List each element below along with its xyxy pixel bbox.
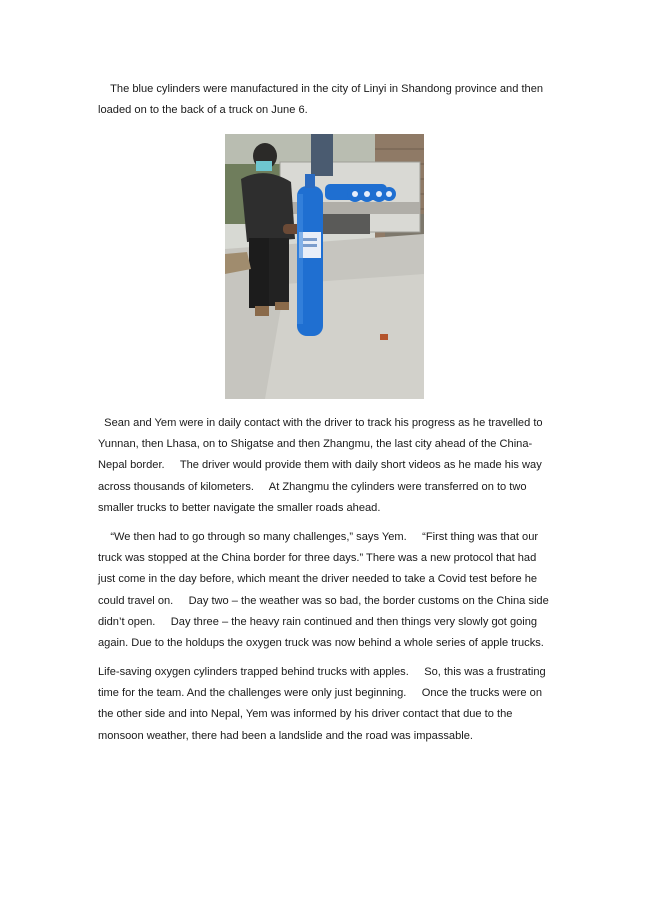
paragraph-2 — [98, 413, 554, 519]
paragraph-4 — [98, 662, 554, 747]
paragraph-line: just come in the day before, which meant the driver needed to take a Covid test before he — [98, 573, 538, 586]
paragraph-line: could travel on. Day two – the weather was so bad, the border customs on the China side — [98, 594, 549, 607]
paragraph-line: the other side and into Nepal, Yem was informed by his driver contact that due to the — [98, 708, 513, 721]
paragraph-line: Life-saving oxygen cylinders trapped behind trucks with apples. So, this was a frustrating — [98, 666, 546, 678]
paragraph-line: time for the team. And the challenges were only just beginning. Once the trucks were on — [98, 687, 542, 700]
paragraph-line: again. Due to the holdups the oxygen truck was now behind a whole series of apple trucks. — [98, 637, 544, 650]
paragraph-line: Yunnan, then Lhasa, on to Shigatse and then Zhangmu, the last city ahead of the China- — [98, 438, 533, 451]
paragraph-3 — [98, 527, 554, 654]
paragraph-1 — [98, 79, 554, 121]
paragraph-line: didn’t open. Day three – the heavy rain continued and then things very slowly got going — [98, 615, 538, 628]
paragraph-line: across thousands of kilometers. At Zhangmu the cylinders were transferred on to two — [98, 480, 527, 493]
oxygen-cylinder-photo — [225, 134, 424, 399]
paragraph-line: monsoon weather, there had been a landslide and the road was impassable. — [98, 729, 473, 742]
paragraph-line: truck was stopped at the China border for three days.” There was a new protocol that had — [98, 552, 537, 565]
paragraph-line: “We then had to go through so many challenges,” says Yem. “First thing was that our — [98, 531, 539, 543]
paragraph-line: Sean and Yem were in daily contact with the driver to track his progress as he travelled to — [98, 417, 543, 429]
paragraph-line: Nepal border. The driver would provide them with daily short videos as he made his way — [98, 459, 542, 472]
paragraph-line: loaded on to the back of a truck on June 6. — [98, 104, 308, 117]
photo-illustration — [225, 134, 424, 399]
paragraph-line: smaller trucks to better navigate the smaller roads ahead. — [98, 501, 381, 514]
paragraph-line: The blue cylinders were manufactured in the city of Linyi in Shandong province and then — [98, 83, 544, 95]
